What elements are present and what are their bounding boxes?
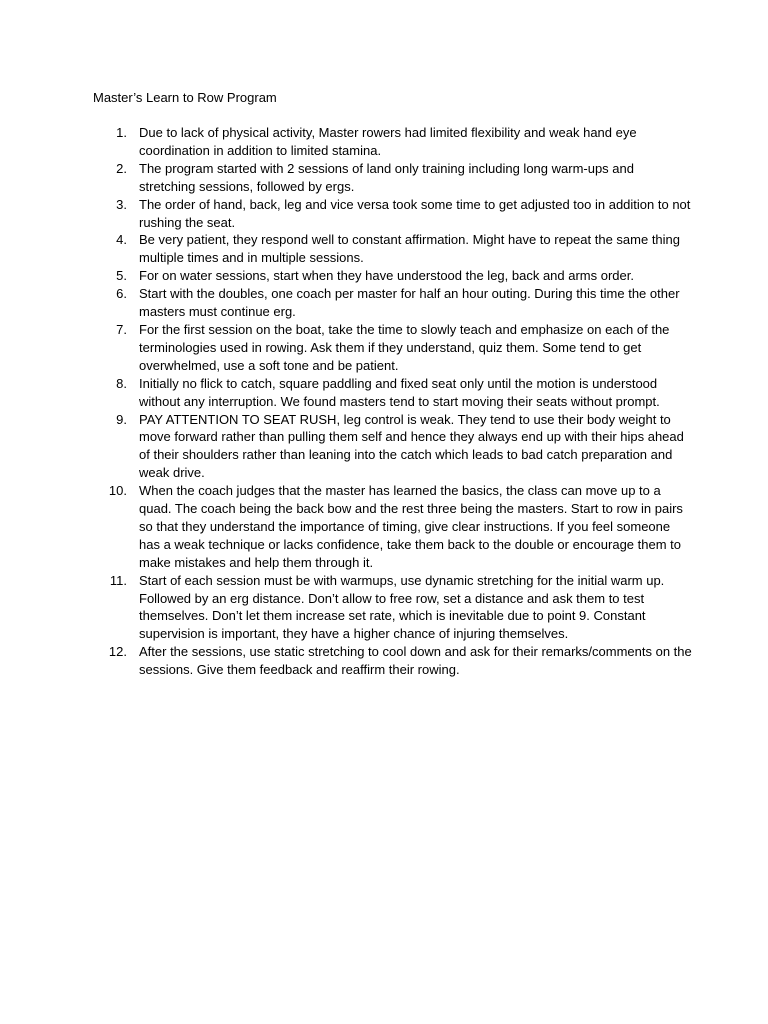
list-item-number: 4. (116, 232, 127, 248)
list-item (93, 411, 693, 483)
list-item-text: The program started with 2 sessions of land only training including long warm-ups and stretching sessions, followed by ergs. (139, 160, 634, 194)
list-item-number: 11. (109, 572, 127, 588)
list-item-text: For the first session on the boat, take the time to slowly teach and emphasize on each of the terminologies used in rowing. Ask them if they understand, quiz them. Some tend to get overwhelmed, use a soft tone and be patient. (139, 321, 670, 373)
list-item-text: Due to lack of physical activity, Master rowers had limited flexibility and weak hand eye coordination in addition to limited stamina. (139, 125, 637, 158)
list-item-text: After the sessions, use static stretching to cool down and ask for their remarks/comments on the sessions. Give them feedback and reaffirm their rowing. (139, 644, 692, 678)
list-item-text: When the coach judges that the master has learned the basics, the class can move up to a quad. The coach being the back bow and the rest three being the masters. Start to row in pairs so that they understand the importance of timing, give clear instructions. If you feel someone has a weak technique or lacks confidence, take them back to the double or encourage them to make mistakes and help them through it. (139, 483, 683, 570)
list-item (93, 196, 693, 232)
list-item-text: Start of each session must be with warmups, use dynamic stretching for the initial warm up. Followed by an erg distance. Don’t allow to free row, set a distance and ask them to test themselves. Don’t let them increase set rate, which is inevitable due to point 9. Constant supervision is important, they have a higher chance of injuring themselves. (139, 572, 665, 642)
list-item-number: 1. (116, 125, 127, 140)
numbered-list (93, 124, 693, 679)
list-item-number: 6. (116, 286, 127, 302)
list-item (93, 482, 693, 572)
list-item (93, 267, 693, 285)
document-title: Master’s Learn to Row Program (93, 90, 277, 105)
list-item (93, 160, 693, 196)
list-item (93, 124, 693, 160)
list-item-text: For on water sessions, start when they have understood the leg, back and arms order. (139, 268, 634, 284)
list-item-number: 7. (116, 321, 127, 337)
list-item-text: The order of hand, back, leg and vice versa took some time to get adjusted too in addition to not rushing the seat. (139, 196, 691, 230)
list-item (93, 231, 693, 267)
list-item (93, 285, 693, 321)
list-item-number: 5. (116, 268, 127, 284)
list-item (93, 321, 693, 375)
list-item (93, 572, 693, 644)
list-item-number: 3. (116, 196, 127, 212)
list-item-text: PAY ATTENTION TO SEAT RUSH, leg control is weak. They tend to use their body weight to move forward rather than pulling them self and hence they always end up with their hips ahead of their shoulders rather than leaning into the catch which leads to bad catch preparation and weak drive. (139, 411, 684, 481)
list-item-number: 12. (108, 644, 127, 660)
list-item-number: 8. (116, 375, 127, 391)
list-item-text: Start with the doubles, one coach per master for half an hour outing. During this time the other masters must continue erg. (139, 286, 680, 320)
list-item (93, 375, 693, 411)
list-item-number: 2. (116, 160, 127, 176)
list-item-number: 9. (116, 411, 127, 427)
list-item-text: Initially no flick to catch, square paddling and fixed seat only until the motion is understood without any interruption. We found masters tend to start moving their seats without prompt. (139, 375, 660, 409)
list-item (93, 643, 693, 679)
list-item-text: Be very patient, they respond well to constant affirmation. Might have to repeat the same thing multiple times and in multiple sessions. (139, 232, 681, 266)
list-item-number: 10. (108, 483, 127, 499)
